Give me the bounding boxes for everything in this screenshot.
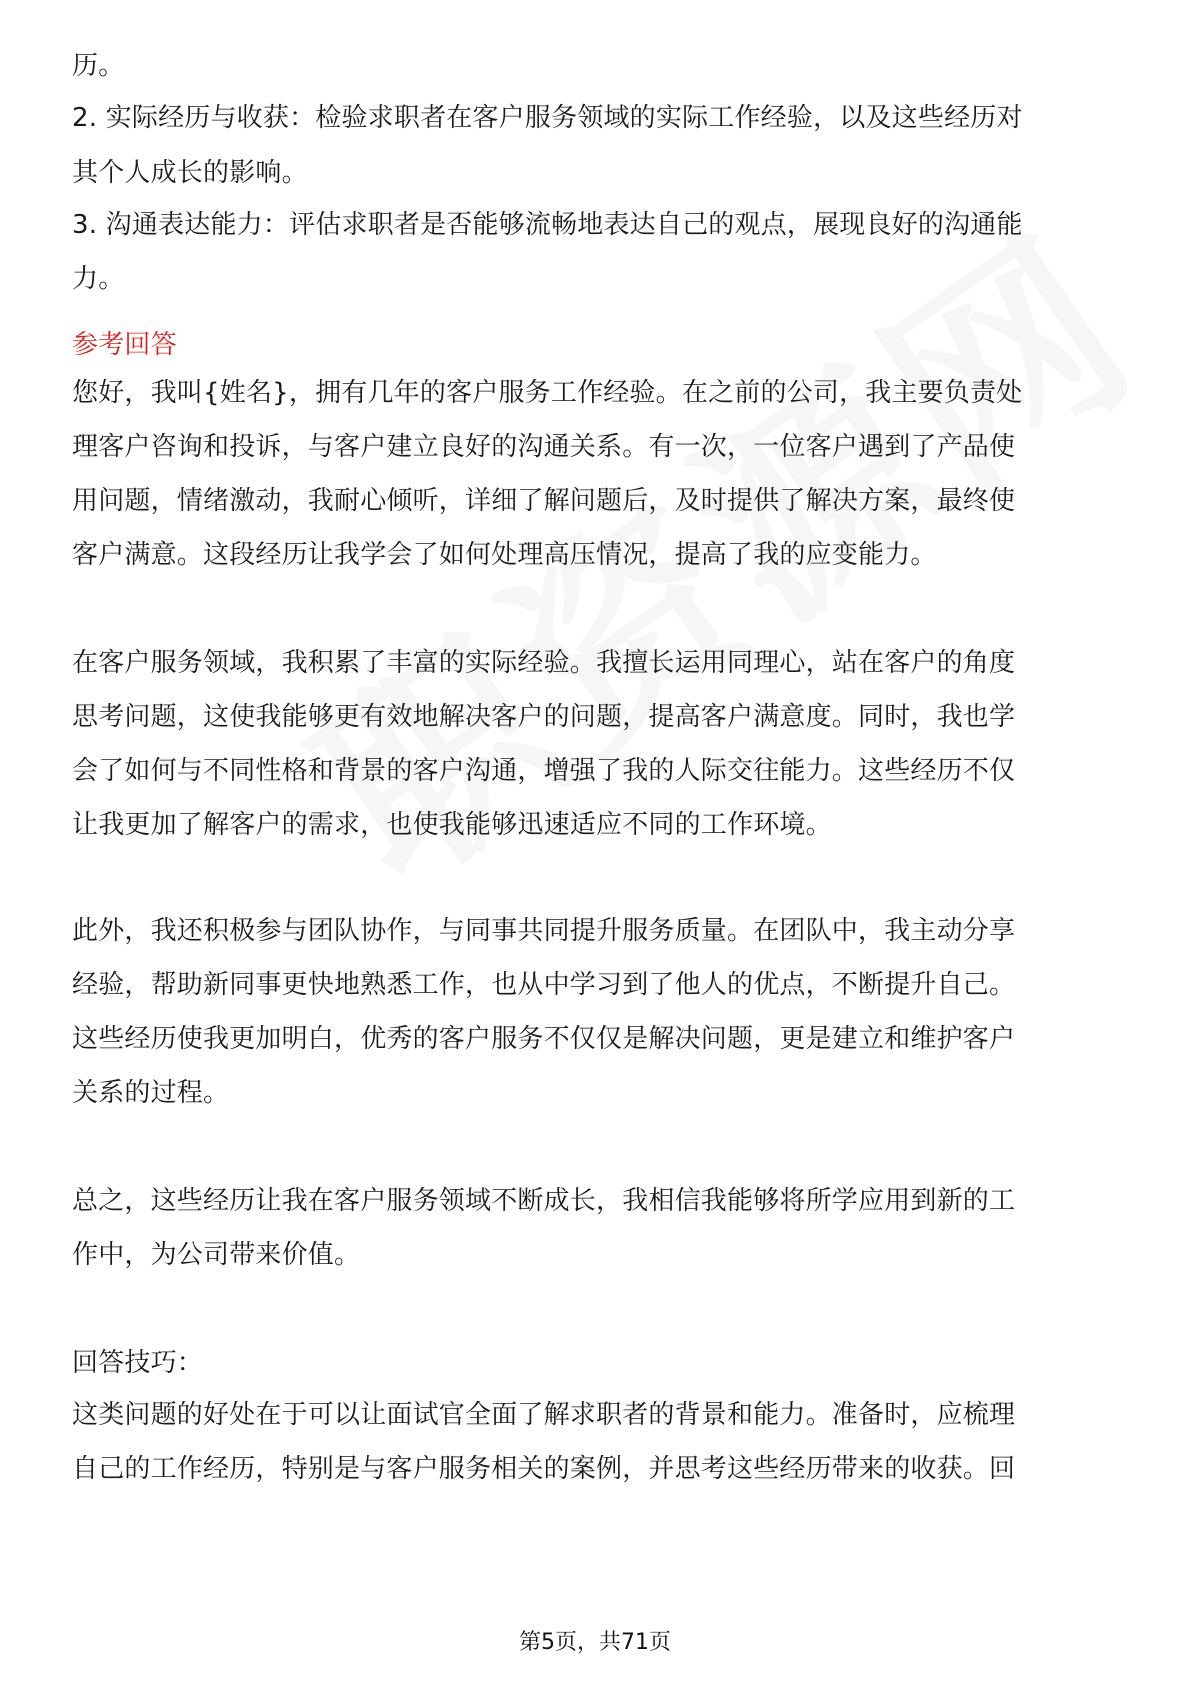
tips-heading: 回答技巧： [72, 1348, 204, 1378]
answer-p2-line: 在客户服务领域，我积累了丰富的实际经验。我擅长运用同理心，站在客户的角度 [72, 648, 1016, 678]
intro-line-0: 历。 [72, 51, 125, 81]
tips-line: 自己的工作经历，特别是与客户服务相关的案例，并思考这些经历带来的收获。回 [72, 1454, 1016, 1484]
criterion-3-line-2: 力。 [72, 264, 125, 294]
criterion-2-line-2: 其个人成长的影响。 [72, 158, 308, 188]
answer-p3-line: 此外，我还积极参与团队协作，与同事共同提升服务质量。在团队中，我主动分享 [72, 916, 1016, 946]
answer-p1-line: 客户满意。这段经历让我学会了如何处理高压情况，提高了我的应变能力。 [72, 540, 937, 570]
answer-p3-line: 经验，帮助新同事更快地熟悉工作，也从中学习到了他人的优点，不断提升自己。 [72, 970, 1016, 1000]
answer-p1-line: 您好，我叫{姓名}，拥有几年的客户服务工作经验。在之前的公司，我主要负责处 [72, 378, 1023, 408]
page-number: 第5页，共71页 [519, 1630, 671, 1655]
criterion-2-line-1: 2. 实际经历与收获：检验求职者在客户服务领域的实际工作经验，以及这些经历对 [72, 103, 1023, 133]
reference-answer-heading: 参考回答 [72, 330, 177, 360]
criterion-3-line-1: 3. 沟通表达能力：评估求职者是否能够流畅地表达自己的观点，展现良好的沟通能 [72, 210, 1023, 240]
tips-line: 这类问题的好处在于可以让面试官全面了解求职者的背景和能力。准备时，应梳理 [72, 1400, 1016, 1430]
answer-p2-line: 会了如何与不同性格和背景的客户沟通，增强了我的人际交往能力。这些经历不仅 [72, 756, 1016, 786]
answer-p2-line: 思考问题，这使我能够更有效地解决客户的问题，提高客户满意度。同时，我也学 [72, 702, 1016, 732]
answer-p3-line: 关系的过程。 [72, 1078, 230, 1108]
answer-p1-line: 理客户咨询和投诉，与客户建立良好的沟通关系。有一次，一位客户遇到了产品使 [72, 432, 1016, 462]
answer-p3-line: 这些经历使我更加明白，优秀的客户服务不仅仅是解决问题，更是建立和维护客户 [72, 1024, 1016, 1054]
answer-p1-line: 用问题，情绪激动，我耐心倾听，详细了解问题后，及时提供了解决方案，最终使 [72, 486, 1016, 516]
answer-p4-line: 作中，为公司带来价值。 [72, 1240, 361, 1270]
answer-p2-line: 让我更加了解客户的需求，也使我能够迅速适应不同的工作环境。 [72, 810, 832, 840]
answer-p4-line: 总之，这些经历让我在客户服务领域不断成长，我相信我能够将所学应用到新的工 [72, 1186, 1016, 1216]
